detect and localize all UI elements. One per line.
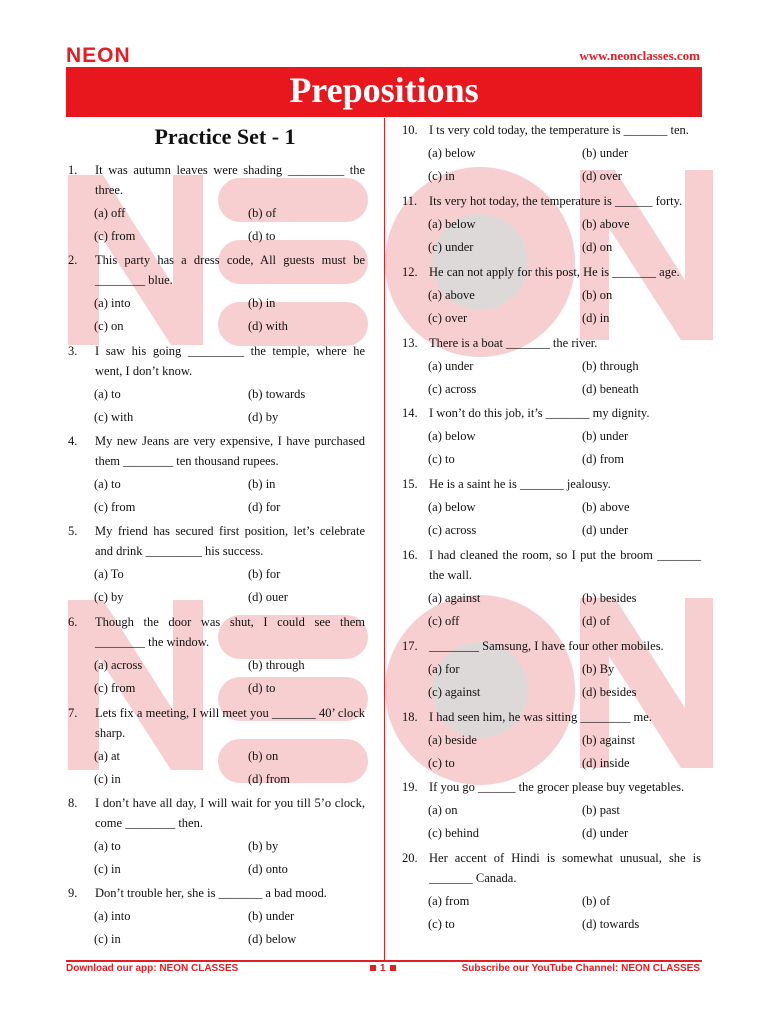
page-title: Prepositions [289,70,479,110]
answer-option[interactable]: (c) behind [428,826,480,840]
answer-option[interactable]: (b) on [582,288,613,302]
answer-option[interactable]: (d) ouer [248,590,288,604]
answer-option[interactable]: (d) to [248,681,276,695]
question-text: He can not apply for this post, He is _______ age. [429,265,680,279]
question-text: It was autumn leaves were shading _________ the three. [95,163,365,197]
answer-option[interactable]: (b) past [582,803,620,817]
question-number: 19. [402,780,418,794]
answer-option[interactable]: (a) at [94,749,121,763]
answer-option[interactable]: (d) beneath [582,382,639,396]
question-item [68,883,365,903]
answer-option[interactable]: (d) to [248,229,276,243]
question-text: If you go ______ the grocer please buy vegetables. [429,780,685,794]
question-text: There is a boat _______ the river. [429,336,598,350]
answer-option[interactable]: (a) below [428,500,476,514]
answer-option[interactable]: (d) below [248,932,297,946]
question-text: Don’t trouble her, she is _______ a bad mood. [95,886,327,900]
question-number: 5. [68,524,78,538]
question-item [402,707,701,727]
answer-option[interactable]: (c) in [94,932,121,946]
answer-option[interactable]: (b) under [582,429,629,443]
question-item [402,262,701,282]
question-item [402,848,701,888]
answer-option[interactable]: (a) below [428,146,476,160]
answer-option[interactable]: (b) above [582,217,630,231]
answer-option[interactable]: (b) by [248,839,279,853]
answer-option[interactable]: (a) under [428,359,474,373]
question-text: He is a saint he is _______ jealousy. [429,477,611,491]
answer-option[interactable]: (c) across [428,382,477,396]
question-item [402,333,701,353]
question-number: 11. [402,194,418,208]
question-text: Its very hot today, the temperature is ______ forty. [429,194,683,208]
question-text: Though the door was shut, I could see them ________ the window. [95,615,365,649]
question-number: 10. [402,123,418,137]
website-url[interactable]: www.neonclasses.com [579,48,700,63]
question-number: 14. [402,406,418,420]
question-text: This party has a dress code, All guests must be ________ blue. [95,253,365,287]
answer-option[interactable]: (c) in [94,862,121,876]
answer-option[interactable]: (a) into [94,909,131,923]
answer-option[interactable]: (a) above [428,288,475,302]
question-text: I ts very cold today, the temperature is _______ ten. [429,123,689,137]
question-item [68,341,365,381]
question-number: 7. [68,706,78,720]
question-text: I had cleaned the room, so I put the broom _______ the wall. [429,548,701,582]
answer-option[interactable]: (c) against [428,685,481,699]
answer-option[interactable]: (b) of [248,206,277,220]
answer-option[interactable]: (a) below [428,429,476,443]
question-number: 18. [402,710,418,724]
answer-option[interactable]: (d) for [248,500,281,514]
answer-option[interactable]: (d) over [582,169,622,183]
answer-option[interactable]: (c) under [428,240,474,254]
question-text: I had seen him, he was sitting ________ me. [429,710,652,724]
answer-option[interactable]: (b) towards [248,387,306,401]
answer-option[interactable]: (a) to [94,387,121,401]
question-number: 20. [402,851,418,865]
answer-option[interactable]: (d) on [582,240,613,254]
answer-option[interactable]: (a) on [428,803,458,817]
question-number: 15. [402,477,418,491]
answer-option[interactable]: (d) by [248,410,279,424]
question-text: My friend has secured first position, let’s celebrate and drink _________ his success. [95,524,365,558]
footer-youtube-text[interactable]: Subscribe our YouTube Channel: NEON CLASSES [461,963,700,974]
answer-option[interactable]: (a) into [94,296,131,310]
answer-option[interactable]: (c) from [94,500,136,514]
answer-option[interactable]: (a) to [94,839,121,853]
question-item [402,191,701,211]
answer-option[interactable]: (c) in [94,772,121,786]
answer-option[interactable]: (c) in [428,169,455,183]
answer-option[interactable]: (c) with [94,410,134,424]
question-item [68,703,365,743]
question-number: 4. [68,434,78,448]
question-text: I saw his going _________ the temple, where he went, I don’t know. [95,344,365,378]
answer-option[interactable]: (b) through [582,359,639,373]
question-number: 8. [68,796,78,810]
answer-option[interactable]: (a) below [428,217,476,231]
question-text: My new Jeans are very expensive, I have purchased them ________ ten thousand rupees. [95,434,365,468]
answer-option[interactable]: (a) To [94,567,124,581]
answer-option[interactable]: (b) for [248,567,281,581]
answer-option[interactable]: (d) of [582,614,611,628]
answer-option[interactable]: (a) to [94,477,121,491]
answer-option[interactable]: (c) on [94,319,124,333]
answer-option[interactable]: (b) on [248,749,279,763]
question-text: ________ Samsung, I have four other mobiles. [429,639,664,653]
question-number: 6. [68,615,78,629]
question-item [68,250,365,290]
question-item [402,120,701,140]
question-item [402,777,701,797]
answer-option[interactable]: (c) by [94,590,124,604]
question-number: 9. [68,886,78,900]
answer-option[interactable]: (b) in [248,296,276,310]
answer-option[interactable]: (c) to [428,452,455,466]
answer-option[interactable]: (a) against [428,591,481,605]
answer-option[interactable]: (c) over [428,311,468,325]
answer-option[interactable]: (c) from [94,681,136,695]
answer-option[interactable]: (d) besides [582,685,637,699]
answer-option[interactable]: (d) from [582,452,624,466]
answer-option[interactable]: (b) By [582,662,615,676]
question-item [68,160,365,200]
answer-option[interactable]: (b) against [582,733,636,747]
answer-option[interactable]: (d) with [248,319,288,333]
question-number: 1. [68,163,78,177]
question-item [68,612,365,652]
question-text: Her accent of Hindi is somewhat unusual, she is _______ Canada. [429,851,701,885]
answer-option[interactable]: (a) from [428,894,470,908]
answer-option[interactable]: (b) under [582,146,629,160]
answer-option[interactable]: (c) across [428,523,477,537]
question-text: I won’t do this job, it’s _______ my dignity. [429,406,650,420]
answer-option[interactable]: (d) under [582,826,629,840]
question-number: 3. [68,344,78,358]
answer-option[interactable]: (b) through [248,658,305,672]
answer-option[interactable]: (d) under [582,523,629,537]
question-item [68,793,365,833]
neon-logo: NEON [66,44,131,67]
answer-option[interactable]: (a) for [428,662,460,676]
question-number: 13. [402,336,418,350]
answer-option[interactable]: (b) in [248,477,276,491]
answer-option[interactable]: (c) from [94,229,136,243]
question-number: 12. [402,265,418,279]
practice-set-title: Practice Set - 1 [154,124,296,149]
answer-option[interactable]: (d) inside [582,756,630,770]
question-text: I don’t have all day, I will wait for you till 5’o clock, come ________ then. [95,796,365,830]
question-item [68,521,365,561]
question-number: 16. [402,548,418,562]
answer-option[interactable]: (b) of [582,894,611,908]
answer-option[interactable]: (c) to [428,756,455,770]
answer-option[interactable]: (d) from [248,772,290,786]
question-item [402,403,701,423]
question-item [402,545,701,585]
question-item [402,474,701,494]
question-text: Lets fix a meeting, I will meet you _______ 40’ clock sharp. [95,706,365,740]
answer-option[interactable]: (c) to [428,917,455,931]
page-number: 1 [380,963,386,974]
question-item [402,636,701,656]
answer-option[interactable]: (a) beside [428,733,477,747]
question-number: 17. [402,639,418,653]
answer-option[interactable]: (b) under [248,909,295,923]
answer-option[interactable]: (a) off [94,206,126,220]
answer-option[interactable]: (a) across [94,658,143,672]
question-item [68,431,365,471]
answer-option[interactable]: (b) besides [582,591,637,605]
question-number: 2. [68,253,78,267]
answer-option[interactable]: (b) above [582,500,630,514]
footer-app-text[interactable]: Download our app: NEON CLASSES [66,963,239,974]
answer-option[interactable]: (d) onto [248,862,288,876]
answer-option[interactable]: (d) in [582,311,610,325]
answer-option[interactable]: (c) off [428,614,460,628]
answer-option[interactable]: (d) towards [582,917,640,931]
